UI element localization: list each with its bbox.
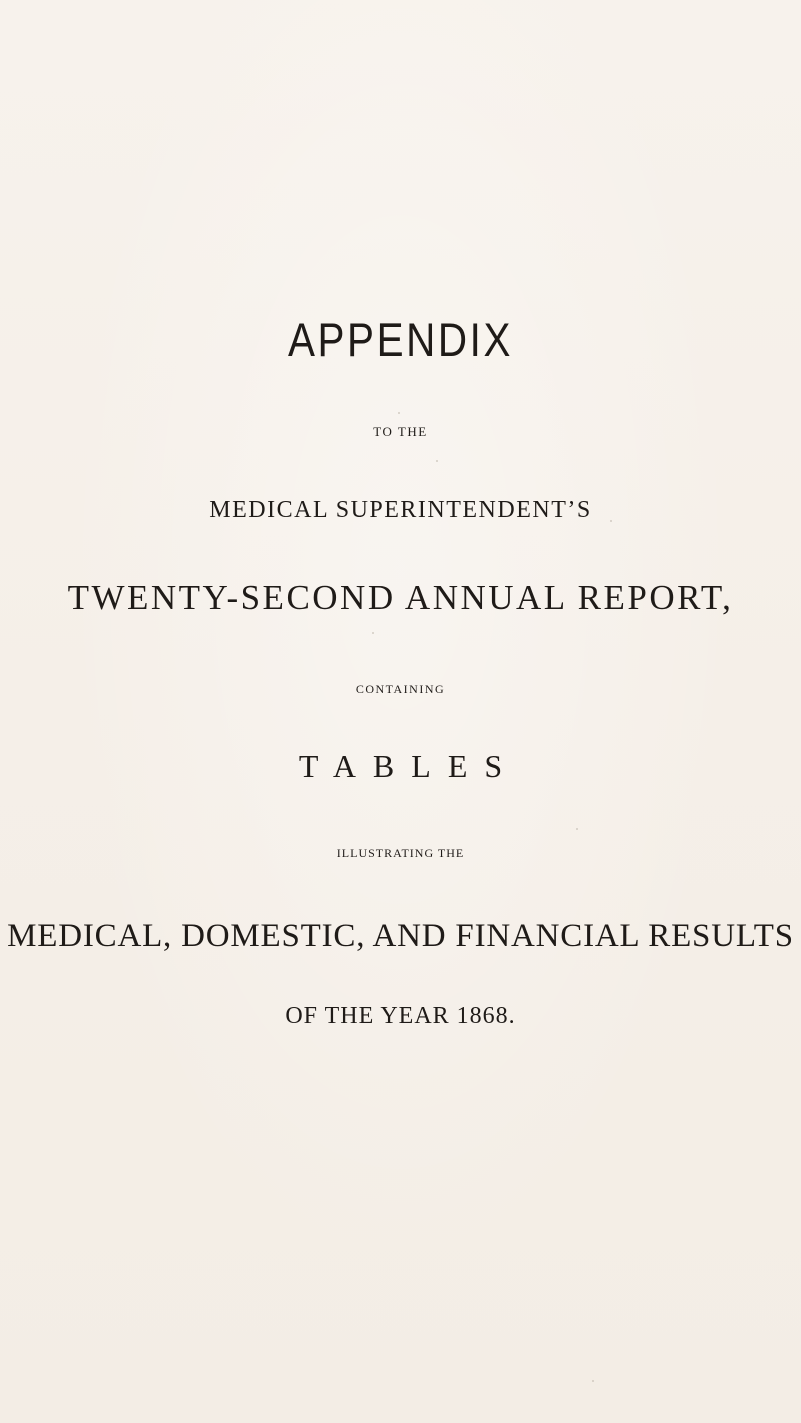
year-line: OF THE YEAR 1868. bbox=[285, 1003, 516, 1029]
paper-speck bbox=[372, 632, 374, 634]
medical-superintendent-heading: MEDICAL SUPERINTENDENT’S bbox=[209, 497, 592, 523]
paper-speck bbox=[398, 412, 400, 414]
to-the-text: TO THE bbox=[373, 424, 428, 439]
paper-speck bbox=[436, 460, 438, 462]
results-heading: MEDICAL, DOMESTIC, AND FINANCIAL RESULTS bbox=[7, 918, 794, 954]
appendix-heading: APPENDIX bbox=[287, 313, 514, 366]
illustrating-text: ILLUSTRATING THE bbox=[336, 846, 465, 860]
annual-report-title: TWENTY-SECOND ANNUAL REPORT, bbox=[67, 578, 734, 617]
paper-speck bbox=[610, 520, 612, 522]
paper-speck bbox=[592, 1380, 594, 1382]
containing-text: CONTAINING bbox=[355, 682, 446, 696]
paper-speck bbox=[576, 828, 578, 830]
tables-heading: TABLES bbox=[298, 748, 520, 784]
